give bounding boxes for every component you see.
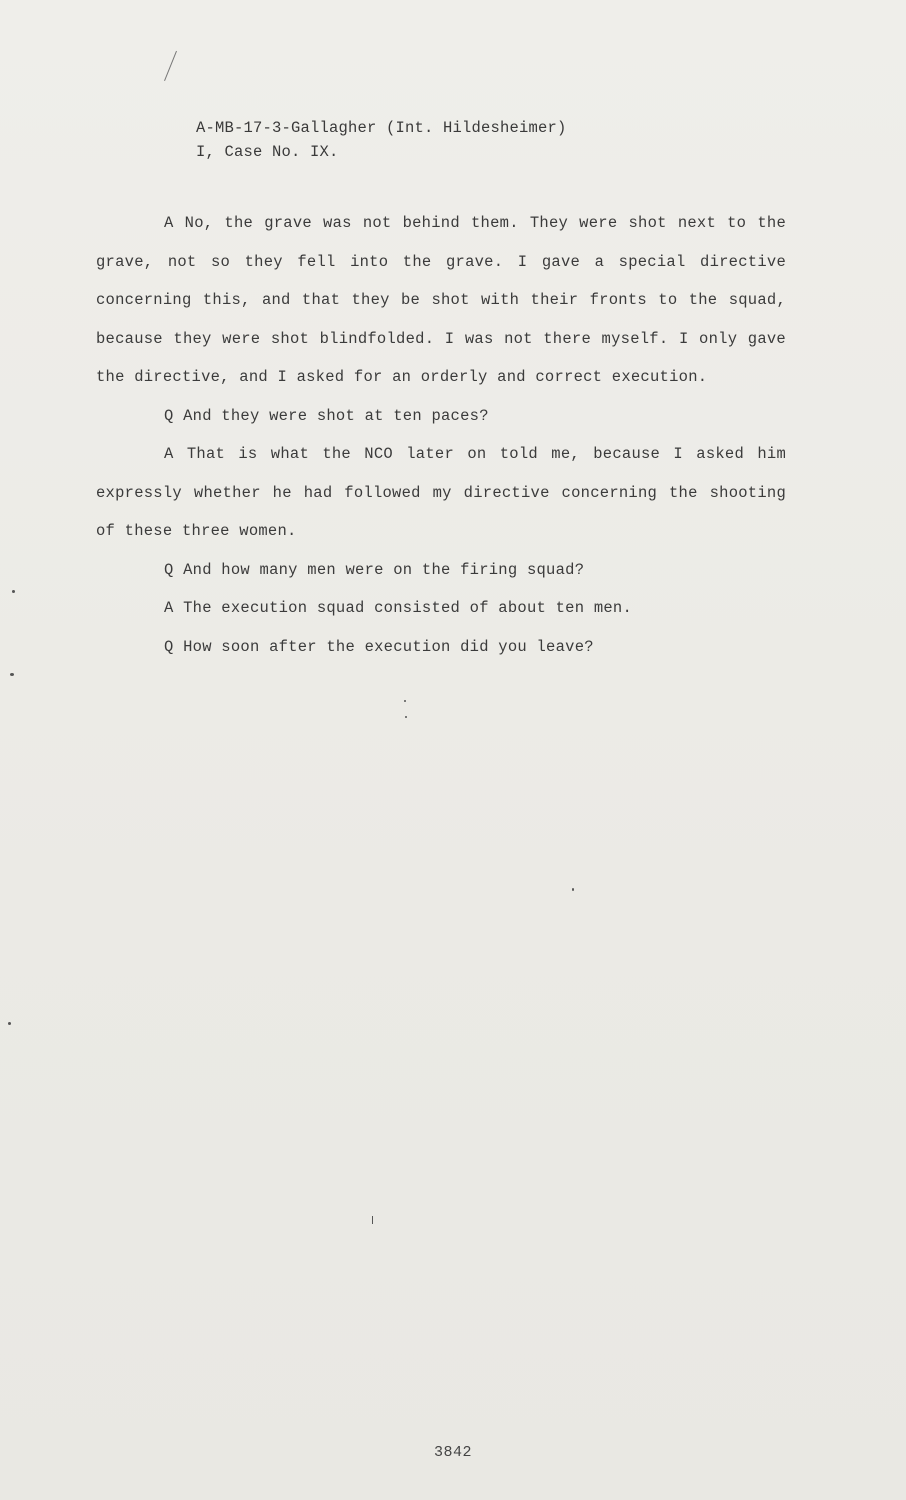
document-header — [196, 116, 567, 164]
page-speck — [405, 716, 407, 718]
margin-speck — [12, 590, 15, 593]
header-line-1: A-MB-17-3-Gallagher (Int. Hildesheimer) — [196, 119, 567, 137]
testimony-body — [96, 204, 786, 666]
testimony-paragraph: Q And they were shot at ten paces? — [164, 406, 489, 425]
testimony-paragraph: Q And how many men were on the firing squad? — [164, 560, 585, 579]
margin-speck — [10, 673, 14, 676]
testimony-paragraph: A That is what the NCO later on told me, because I asked him expressly whether he had followed my directive concerning the shooting of these three women. — [96, 445, 786, 540]
page-speck — [372, 1216, 373, 1224]
testimony-paragraph: A The execution squad consisted of about ten men. — [164, 599, 633, 617]
page-speck — [404, 700, 406, 702]
testimony-paragraph: A No, the grave was not behind them. They were shot next to the grave, not so they fell into the grave. I gave a special directive concerning this, and that they be shot with their fronts to the squad, because they were shot blindfolded. I was not there myself. I only gave the directive, and I asked for an orderly and correct execution. — [96, 214, 786, 386]
margin-speck — [8, 1022, 11, 1025]
page-speck — [572, 888, 574, 891]
header-line-2: I, Case No. IX. — [196, 143, 339, 161]
testimony-paragraph: Q How soon after the execution did you leave? — [164, 637, 594, 656]
pencil-mark — [164, 51, 177, 81]
page-number: 3842 — [433, 1444, 472, 1461]
